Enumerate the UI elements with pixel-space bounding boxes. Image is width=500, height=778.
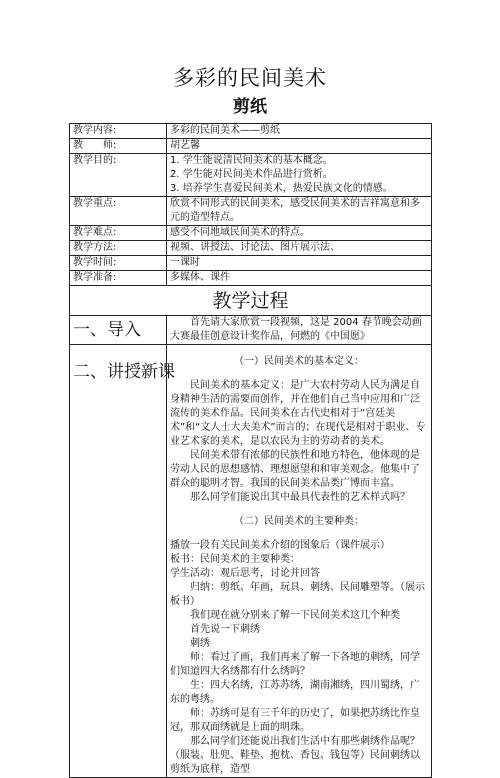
info-value-line: 欣赏不同形式的民间美术，感受民间美术的吉祥寓意和多元的造型特点。	[170, 198, 420, 223]
info-value-line: 视频、讲授法、讨论法、图片展示法、	[170, 242, 340, 253]
info-label: 教学方法:	[70, 241, 167, 256]
info-value	[167, 124, 432, 139]
lesson-plan-table	[69, 123, 432, 778]
info-value-line: 一课时	[170, 257, 200, 268]
info-label: 教学目的:	[70, 154, 167, 197]
process-heading: 教学过程	[70, 286, 432, 316]
intro-text: 首先请大家欣赏一段视频，这是 2004 春节晚会动画大赛最佳创意设计奖作品，何燃的《中国愿》	[170, 317, 422, 342]
lecture-line: 我们现在就分别来了解一下民间美术这几个种类	[190, 610, 400, 621]
info-row	[70, 271, 432, 286]
lecture-line: 那么同学们还能说出我们生活中有那些刺绣作品呢？（服装、肚兜、鞋垫、抱枕、香包、钱包等）民间刺绣以剪纸为底样，造型	[170, 736, 420, 775]
lecture-line: 板书：民间美术的主要种类：	[170, 554, 300, 565]
info-value-line: 感受不同地域民间美术的特点。	[170, 227, 310, 238]
info-value	[167, 271, 432, 286]
process-section	[70, 286, 432, 778]
document-title: 多彩的民间美术	[173, 66, 327, 90]
lecture-line: 播放一段有关民间美术介绍的图象后（课件展示）	[170, 540, 390, 551]
info-row	[70, 226, 432, 241]
lecture-line: 师：苏绣可是有三千年的历史了，如果把苏绣比作皇冠，那双面绣就是上面的明珠。	[170, 708, 420, 733]
info-label: 教 师:	[70, 139, 167, 154]
intro-row	[70, 316, 432, 345]
info-value	[167, 241, 432, 256]
info-label: 教学时间:	[70, 256, 167, 271]
lecture-line: 师：看过了画，我们再来了解一下各地的刺绣，同学们知道四大名绣都有什么绣吗？	[170, 652, 420, 677]
info-row	[70, 197, 432, 226]
lecture-line: （二）民间美术的主要种类：	[234, 516, 364, 527]
info-value	[167, 139, 432, 154]
info-value	[167, 154, 432, 197]
info-row	[70, 139, 432, 154]
info-value	[167, 197, 432, 226]
info-row	[70, 256, 432, 271]
intro-label: 一、导入	[70, 316, 167, 345]
lecture-line: 学生活动：观后思考，讨论并回答	[170, 568, 320, 579]
info-value	[167, 256, 432, 271]
info-value-line: 多媒体、课件	[170, 272, 230, 283]
lecture-line: （一）民间美术的基本定义：	[234, 356, 364, 367]
lecture-line: 首先说一下刺绣	[190, 624, 260, 635]
info-value-line: 多彩的民间美术——剪纸	[170, 125, 280, 136]
lecture-line: 民间美术的基本定义：是广大农村劳动人民为满足自身精神生活的需要而创作，并在他们自己当中应用和广泛流传的美术作品。民间美术在古代史相对于“宫廷美术”和“文人士大夫美术”而言的；在现代是相对于职业、专业艺术家的美术，是以农民为主的劳动者的美术。	[170, 380, 426, 447]
info-value-line: 1. 学生能说清民间美术的基本概念。	[170, 155, 333, 166]
info-value-line: 3. 培养学生喜爱民间美术，热爱民族文化的情感。	[170, 183, 393, 194]
lecture-line: 归纳：剪纸、年画，玩具、刺绣、民间雕塑等。（展示板书）	[170, 582, 425, 607]
info-value	[167, 226, 432, 241]
lecture-label: 二、讲授新课	[70, 345, 167, 778]
lecture-line: 那么同学们能说出其中最具代表性的艺术样式吗？	[190, 492, 410, 503]
info-label: 教学重点:	[70, 197, 167, 226]
lecture-line: 刺绣	[190, 638, 210, 649]
document-subtitle: 剪纸	[233, 97, 267, 117]
info-value-line: 2. 学生能对民间美术作品进行赏析。	[170, 169, 333, 180]
lecture-line: 生：四大名绣，江苏苏绣，湖南湘绣，四川蜀绣，广东的粤绣。	[170, 680, 420, 705]
info-row	[70, 124, 432, 139]
info-label: 教学难点:	[70, 226, 167, 241]
lecture-row	[70, 345, 432, 778]
info-row	[70, 241, 432, 256]
info-rows	[70, 124, 432, 286]
info-label: 教学内容:	[70, 124, 167, 139]
info-value-line: 胡艺馨	[170, 140, 200, 151]
process-heading-row	[70, 286, 432, 316]
lecture-line: 民间美术带有浓郁的民族性和地方特色，他体现的是劳动人民的思想感情、理想愿望和和审美观念。他集中了群众的聪明才智。我国的民间美术品类广博而丰富。	[170, 450, 420, 489]
lecture-content	[167, 345, 432, 778]
intro-content	[167, 316, 432, 345]
info-label: 教学准备:	[70, 271, 167, 286]
info-row	[70, 154, 432, 197]
